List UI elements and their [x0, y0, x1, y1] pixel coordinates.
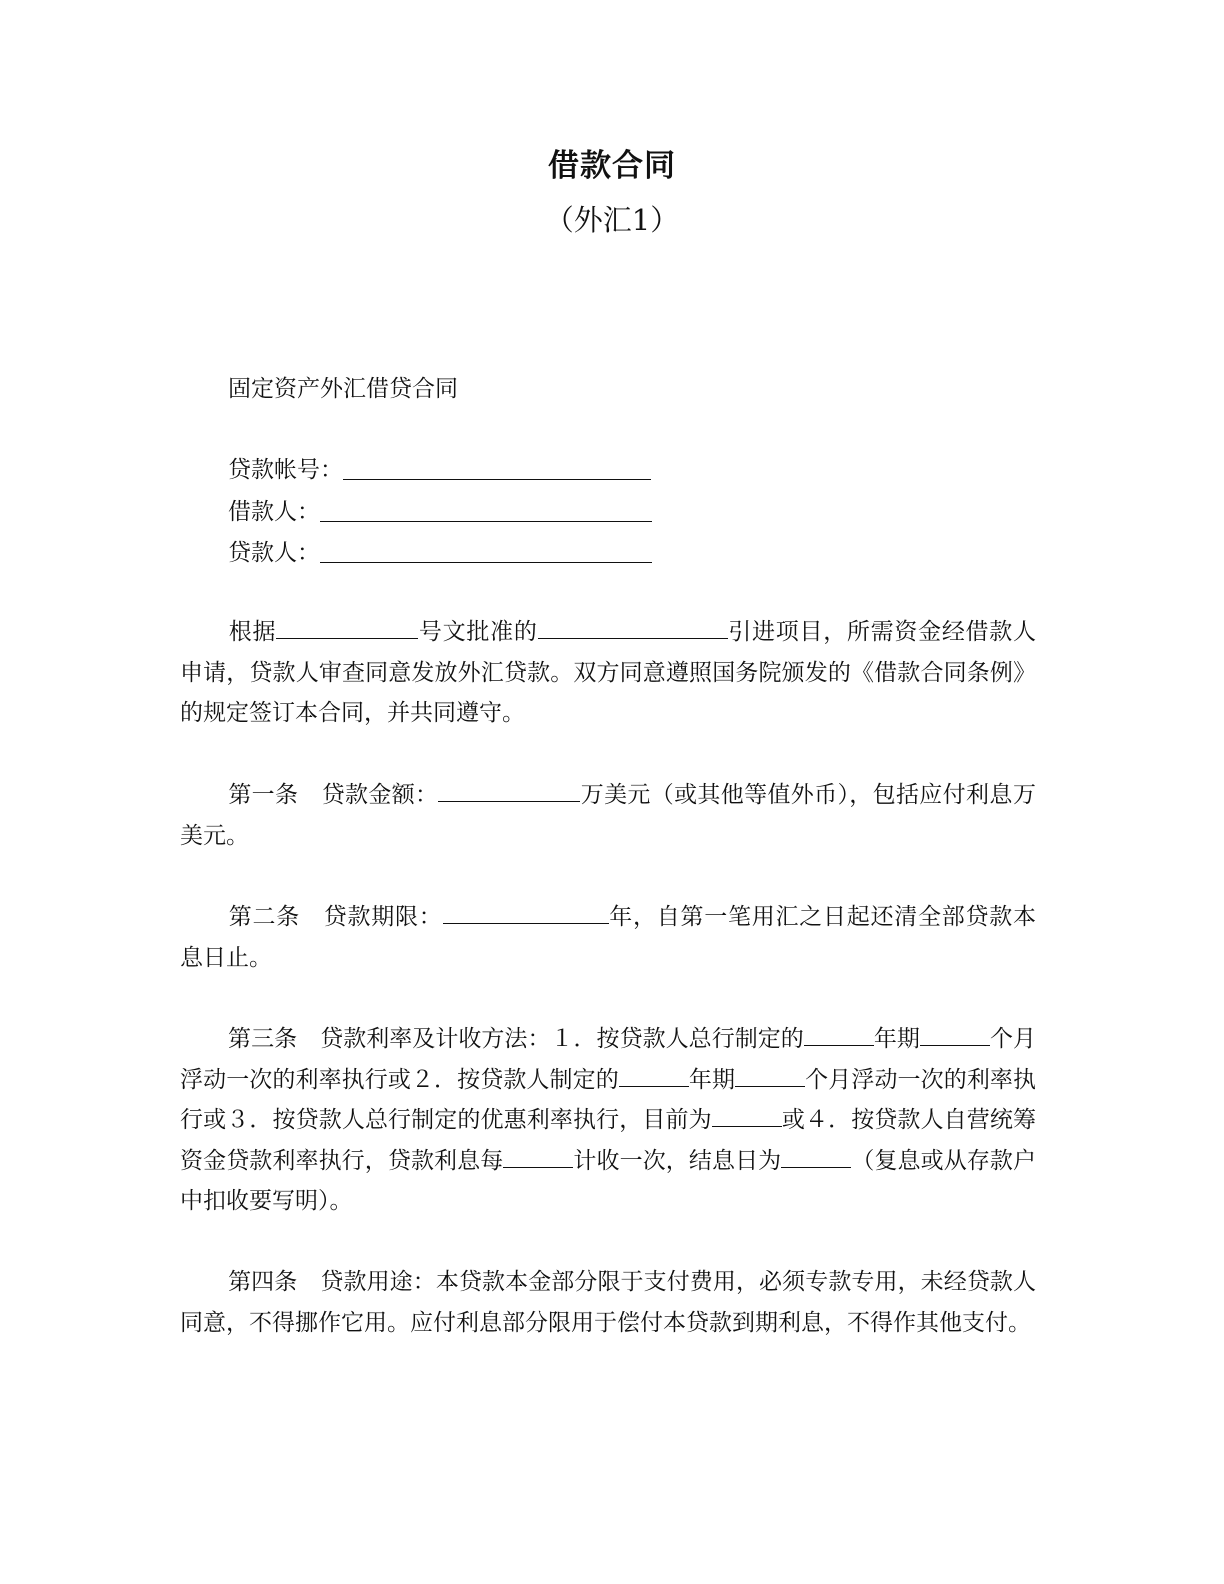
article-3-paragraph: 第三条 贷款利率及计收方法：１．按贷款人总行制定的 年期 个月浮动一次的利率执行或２．按贷款人制定的 年期 个月浮动一次的利率执行或３．按贷款人总行制定的优惠利率执行，目前为 或４．按贷款人自营统筹资金贷款利率执行，贷款利息每 计收一次，结息日为 （复息或从存款户中扣收要写明）。: [180, 1019, 1036, 1222]
lender-field: [228, 533, 652, 567]
borrower-blank: [320, 520, 652, 522]
loan-amount-blank: [438, 779, 580, 802]
preamble-paragraph: 根据 号文批准的 引进项目，所需资金经借款人申请，贷款人审查同意发放外汇贷款。双方同意遵照国务院颁发的《借款合同条例》的规定签订本合同，并共同遵守。: [180, 612, 1036, 734]
approval-number-blank: [276, 616, 418, 639]
settlement-date-blank: [781, 1145, 851, 1168]
lender-label: 贷款人：: [228, 540, 320, 566]
interest-period-blank: [503, 1145, 573, 1168]
article-1-paragraph: 第一条 贷款金额： 万美元（或其他等值外币），包括应付利息万美元。: [180, 775, 1036, 856]
lender-blank: [320, 561, 652, 563]
article-4-paragraph: 第四条 贷款用途：本贷款本金部分限于支付费用，必须专款专用，未经贷款人同意，不得挪作它用。应付利息部分限用于偿付本贷款到期利息，不得作其他支付。: [180, 1269, 1036, 1336]
rate-years-blank-2: [619, 1064, 689, 1087]
loan-account-label: 贷款帐号：: [228, 457, 343, 483]
rate-years-blank-1: [804, 1023, 874, 1046]
loan-account-blank: [343, 478, 651, 480]
rate-months-blank-2: [735, 1064, 805, 1087]
article-2-paragraph: 第二条 贷款期限： 年，自第一笔用汇之日起还清全部贷款本息日止。: [180, 897, 1036, 978]
loan-term-blank: [443, 901, 609, 924]
borrower-label: 借款人：: [228, 499, 320, 525]
project-name-blank: [538, 616, 728, 639]
borrower-field: [228, 492, 652, 526]
rate-months-blank-1: [920, 1023, 990, 1046]
page-subtitle: （外汇1）: [544, 203, 680, 237]
preferential-rate-blank: [712, 1104, 782, 1127]
page-title: 借款合同: [548, 148, 676, 184]
loan-account-field: [228, 450, 651, 484]
contract-heading: 固定资产外汇借贷合同: [228, 376, 458, 402]
